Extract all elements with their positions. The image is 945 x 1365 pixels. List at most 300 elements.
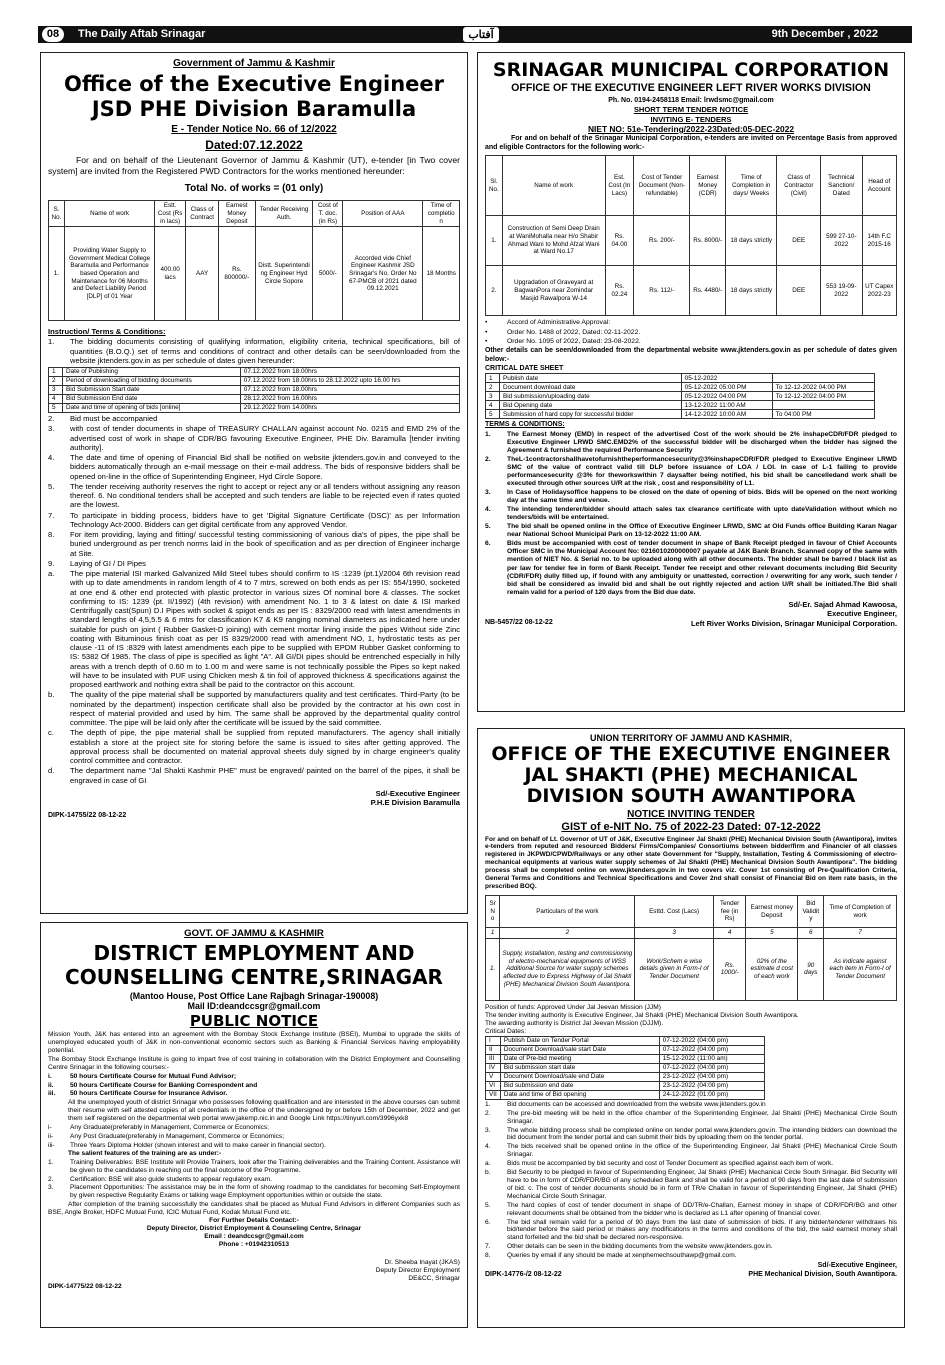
signature-line-1: Sd/-Executive Engineer, xyxy=(817,1262,897,1270)
table-cell: Rs. 8000/- xyxy=(690,216,726,266)
table-cell: Bid submission/uploading date xyxy=(500,392,682,401)
signature-line-1: Sd/-Executive Engineer xyxy=(375,788,460,798)
table-cell: 28.12.2022 from 16.00hrs xyxy=(240,395,459,404)
column-header: Class of Contractor (Civil) xyxy=(777,156,821,216)
item-number: 1. xyxy=(485,431,491,439)
ad-reference: DIPK-14776-/2 08-12-22 xyxy=(485,1270,562,1278)
list-item xyxy=(48,424,460,452)
table-header xyxy=(49,201,460,227)
item-text: Any Graduate(preferably in Management, Commerce or Economics; xyxy=(70,1124,269,1132)
list-item xyxy=(485,1219,897,1243)
item-text: The bids received shall be opened online in the office of the Superintending Engineer, Jal Shakti (PHE) Mechanical Circle South Srinagar. xyxy=(507,1143,897,1159)
signature-line-3: Left River Works Division, Srinagar Municipal Corporation. xyxy=(690,618,897,628)
table-cell: 23-12-2022 (04:00 pm) xyxy=(659,1072,764,1081)
works-table xyxy=(48,200,460,321)
item-text: Placement Opportunities: The assistance may be in the form of showing roadmap to the candidates for becoming Self-Employment by given respective Regularity Exams or talking wage Employment opportunities within or outside the state. xyxy=(70,1184,460,1200)
table-cell: Rs. 112/- xyxy=(634,266,690,316)
item-number: 3. xyxy=(48,1184,54,1192)
list-item xyxy=(48,559,460,568)
item-number: b. xyxy=(485,1169,491,1177)
table-header xyxy=(486,156,897,216)
table-row xyxy=(486,1054,765,1063)
ad-title-1: Office of the Executive Engineer xyxy=(63,72,445,97)
list-item xyxy=(485,1202,897,1218)
item-text: The whole bidding process shall be completed online on tender portal www.jktenders.gov.in. The intending bidders can download the bid document from the tender portal and can submit their bids by uploading them on the tender portal. xyxy=(507,1126,897,1142)
list-item xyxy=(48,1176,460,1184)
item-text: In Case of Holidaysoffice happens to be closed on the date of opening of bids. Bids will be opened on the next working day at the same time and venue. xyxy=(507,489,897,505)
column-header: Time of completio n xyxy=(423,201,460,227)
list-item xyxy=(48,414,460,423)
signature-line-2: Executive Engineer, xyxy=(827,608,897,618)
list-item xyxy=(485,489,897,505)
table-cell: 05-12-2022 04:00 PM xyxy=(681,392,772,401)
table-cell: Rs. 4480/- xyxy=(690,266,726,316)
table-cell: 05-12-2022 05:00 PM xyxy=(681,383,772,392)
table-row xyxy=(49,395,460,404)
table-cell: To 12-12-2022 04:00 PM xyxy=(772,392,874,401)
ad-reference: NB-5457/22 08-12-22 xyxy=(485,618,553,626)
table-cell: 5000/- xyxy=(313,227,343,321)
signature-block: Dr. Sheeba Inayat (JKAS) Deputy Director Employment DE&CC, Srinagar xyxy=(375,1258,460,1282)
table-cell: Period of downloading of bidding documents xyxy=(63,377,241,386)
item-number: 7. xyxy=(48,510,55,520)
signature-line-2: PHE Mechanical Division, South Awantipora. xyxy=(748,1270,897,1278)
notice-inviting-tender: NOTICE INVITING TENDER xyxy=(627,808,755,820)
table-cell: Date of Publishing xyxy=(63,368,241,377)
table-row xyxy=(49,227,460,321)
column-header: Sl. No. xyxy=(486,156,503,216)
table-cell: 5 xyxy=(746,928,798,939)
list-item xyxy=(485,1252,897,1260)
signature-line-1: Sd/-Er. Sajad Ahmad Kawoosa, xyxy=(788,599,897,609)
table-cell: 1 xyxy=(49,368,63,377)
item-number: 4. xyxy=(48,453,55,463)
item-text: The tender receiving authority reserves the right to accept or reject any or all tenders without assigning any reason thereof. 6. No conditional tenders shall be accepted and such tenders are liable to be rejected even if rates quoted are the lowest. xyxy=(70,481,460,510)
table-row xyxy=(486,1063,765,1072)
table-cell: VII xyxy=(486,1090,501,1099)
table-cell: Providing Water Supply to Government Medical College Baramulla and Performance based Operation and Maintenance for 06 Months and Defect Liability Period [DLP] of 01 Year xyxy=(65,227,155,321)
table-cell: 18 Months xyxy=(423,227,460,321)
list-item xyxy=(485,1169,897,1201)
ad-reference: DIPK-14755/22 08-12-22 xyxy=(48,812,127,820)
table-cell: To 12-12-2022 04:00 PM xyxy=(772,383,874,392)
item-number: 3. xyxy=(48,424,55,434)
column-header: Class of Contract xyxy=(186,201,219,227)
ad-baramulla xyxy=(40,52,468,914)
item-number: 1. xyxy=(48,1158,54,1166)
table-cell: Bid submission start date xyxy=(500,1063,659,1072)
ad-title-2: JAL SHAKTI (PHE) MECHANICAL xyxy=(524,763,858,786)
item-number: 7. xyxy=(485,1243,491,1251)
ad-title-1: OFFICE OF THE EXECUTIVE ENGINEER xyxy=(491,742,891,765)
column-header: Earnest money Deposit xyxy=(746,896,798,928)
table-cell: Document Download/sale end Date xyxy=(500,1072,659,1081)
item-number: 5. xyxy=(48,481,55,491)
table-row xyxy=(49,386,460,395)
list-item xyxy=(48,453,460,481)
item-text: For item providing, laying and fitting/ successful testing commissioning of various dia's of pipes, the pipe shall be buried underground as per trench norms laid in the book of specification and as per direction of Engineer incharge at Site. xyxy=(70,530,460,558)
list-item xyxy=(485,540,897,596)
table-cell: I xyxy=(486,1036,501,1045)
item-text: To participate in bidding process, bidders have to get 'Digital Signature Certificate (DSC)' as per Information Technology Act-2000. Bidders can get digital certificate from any approved Vendor. xyxy=(70,510,460,529)
table-cell: Publish date xyxy=(500,374,682,383)
column-header: Cost of T. doc. (in Rs) xyxy=(313,201,343,227)
item-text: TheL-1contractorshallhavetofurnishtheperformancesecurity@3%inshapeCDR/FDR pledged to Executive Engineer LRWD SMC of the value of contract valid till DLP before issuance of LOA / LOI. In case of L-1 failing to provide performancesecurity @3% for theworkswithin 7 daysafter being notified, his bid shall be cancelledand work shall be executed through other sources U/R at the risk , cost and responsibility of L1. xyxy=(507,456,897,488)
dates-table xyxy=(485,1036,765,1100)
column-header: S. No. xyxy=(49,201,65,227)
item-number: a. xyxy=(485,1160,491,1168)
item-text: The bid shall remain valid for a period of 90 days from the last date of submission of bids. If any bidder/tenderer withdraws his bid/tender before the said period or makes any modifications in the terms and conditions of the bid, the said earnest money shall stand forfeited and the bid shall be declared non-responsive. xyxy=(507,1218,897,1242)
table-row xyxy=(49,404,460,413)
table-cell: 1. xyxy=(486,938,500,1000)
terms-list xyxy=(48,414,460,785)
ad-awantipora xyxy=(477,728,905,1328)
item-text: The pipe material ISI marked Galvanized Mild Steel tubes should confirm to IS :1239 (pt.1)/2004 6th revision read with up to date amendments in random length of 4 to 7 mtrs, screwed on both ends as per IS: 554/1990, socketed at one end & other end protected with plastic protector in various sizes Of nominal bore & classes. The socket confirming to IS: 1239 (pt. II/1992) (4th revision) with amendment No. 1 to 3 & latest on date & ISI marked Centrifugally cast(Spun) D.I Pipes with socket & spigot ends as per IS : 8329/2000 read with latest amendments in standard lengths of 4,5,5.5 & 6 mtrs for classification K7 & K9 ranging nominal diameters as indicated here under suitable for push on joint ( Rubber Gasket-D joining) with cement mortar lining inside the pipes Without side Zinc coating with Bituminous finish coat as per IS 8329/2000 read with amendment NO, 1, hydrostatic tests as per clause -11 of IS :8329 with latest amendments each pipe to be supplied with EPDM Rubber Gasket conforming to IS: 5382 Of 1985. The class of pipe is specified as light "A". All GI/DI pipes should be entrenched especially in hilly areas with a trench depth of 0.60 m to 1.00 m and were same is not technically possible the Pipes so kept naked will have to be insulated with PUF using Chicken mesh & tin foil of approved thickness & specifications against the proposed earthwork and nothing extra shall be paid to the contractor on this account. xyxy=(70,569,460,690)
table-cell: 15-12-2022 (11:00 am) xyxy=(659,1054,764,1063)
list-item xyxy=(48,1184,460,1200)
list-item xyxy=(485,456,897,488)
table-row xyxy=(486,392,875,401)
list-item xyxy=(48,766,460,785)
table-cell: 07.12.2022 from 18.00hrs xyxy=(240,368,459,377)
item-text: 50 hours Certificate Course for Banking Correspondent and xyxy=(70,1081,258,1089)
item-text: 50 hours Certificate Course for Insurance Advisor. xyxy=(70,1090,228,1098)
ad-title: SRINAGAR MUNICIPAL CORPORATION xyxy=(492,59,890,81)
table-cell xyxy=(772,374,874,383)
table-row xyxy=(49,377,460,386)
table-cell: Publish Date on Tender Portal xyxy=(500,1036,659,1045)
signature-line-2: P.H.E Division Baramulla xyxy=(370,798,460,808)
item-number: a. xyxy=(48,569,55,579)
table-cell: 24-12-2022 (01:00 pm) xyxy=(659,1090,764,1099)
table-cell: Bid submission end date xyxy=(500,1081,659,1090)
table-cell: 18 days strictly xyxy=(725,216,776,266)
table-cell: 599 27-10-2022 xyxy=(821,216,862,266)
item-text: The department name "Jal Shakti Kashmir PHE" must be engraved/ painted on the barrel of the pipes, it shall be engraved in case of GI xyxy=(70,766,460,785)
intro-para: For and on behalf of Lt. Governor of UT of J&K, Executive Engineer Jal Shakti (PHE) Mechanical Division South (Awantipora), invites e-tenders from reputed and resourced Bidders/ Firms/Companies/ Consortiums between bidder/firm and Financier of all classes registered in JKPWD/CPWD/Railways or any other state Government for "Supply, Installation, Testing & Commissioning of electro-mechanical equipments at various water supply schemes of Jal Shakti (PHE) Mechanical Division South Awantipora". The bidding process shall be completed online on www.jktenders.gov.in in two covers viz. Cover 1st consisting of Pre-Qualification Criteria, General Terms and Conditions and Technical Specifications and Cover 2nd shall consist of Financial Bid on item rate basis, in the prescribed BOQ. xyxy=(485,835,897,891)
table-header xyxy=(486,896,897,928)
item-number: 3. xyxy=(485,489,491,497)
list-item xyxy=(48,530,460,558)
list-item xyxy=(48,482,460,510)
column-header: Tender fee (in Rs) xyxy=(713,896,745,928)
table-row xyxy=(486,410,875,419)
item-number: c. xyxy=(48,728,54,738)
column-header: Est. Cost (In Lacs) xyxy=(605,156,634,216)
table-cell: DEE xyxy=(777,216,821,266)
ad-gov-line: GOVT. OF JAMMU & KASHMIR xyxy=(184,928,324,939)
list-item xyxy=(485,1127,897,1143)
list-item xyxy=(48,1090,460,1098)
table-cell: Distt. Superintendi ng Engineer Hyd Circle Sopore xyxy=(255,227,313,321)
item-number: 3. xyxy=(485,1126,491,1134)
list-item xyxy=(48,1073,460,1081)
table-cell: 1. xyxy=(49,227,65,321)
ad-reference: DIPK-14775/22 08-12-22 xyxy=(48,1282,122,1290)
table-cell: Submission of hard copy for successful bidder xyxy=(500,410,682,419)
table-cell: II xyxy=(486,1045,501,1054)
item-number: 9. xyxy=(48,558,55,568)
table-cell: Rs. 04.00 xyxy=(605,216,634,266)
ad-title-2: COUNSELLING CENTRE,SRINAGAR xyxy=(65,964,443,989)
item-text: Other details can be seen in the bidding documents from the website www.jktenders.gov.in. xyxy=(507,1243,773,1251)
column-header: Estt. Cost (Rs in lacs) xyxy=(155,201,186,227)
item-number: 4. xyxy=(485,1143,491,1151)
item-text: The Earnest Money (EMD) in respect of the advertised Cost of the work should be 2% inshapeCDR/FDR pledged to Executive Engineer LRWD SMC.EMD2% of the successful bidder will be discharged when the bidder has signed the Agreement & furnished the required Performance Security xyxy=(507,431,897,455)
item-number: 1. xyxy=(485,1100,491,1108)
table-cell: To 04:00 PM xyxy=(772,410,874,419)
list-item xyxy=(485,1243,897,1251)
item-text: Bid must be accompanied xyxy=(70,414,158,424)
table-row xyxy=(49,368,460,377)
table-row xyxy=(486,1072,765,1081)
item-number: 2. xyxy=(48,1175,54,1183)
item-text: Bids must be accompanied with cost of tender document in shape of Bank Receipt pledged in favour of Chief Accounts Officer SMC in the Municipal Account No: 0216010200000007 payable at J&K Bank Branch. Scanned copy of the same with mention of NIET No. & Serial no. to be uploaded along with all other documents. The bidder shall be barred / black list as per law for tender fee in form of Bank Receipt. Tender fee receipt and other relevant documents including Bid Security (CDR/FDR) dully filled up, if found with any ambiguity or unattested, correction / overwriting for any work, such tender / bid shall be considered as invalid bid and shall be out rightly rejected and action U/R shall be initiated.The Bid shall remain valid for a period of 120 days from the Bid due date. xyxy=(507,540,897,596)
niet-number: NIET NO: 51e-Tendering/2022-23Dated:05-DEC-2022 xyxy=(587,123,795,134)
ad-smc xyxy=(477,52,905,712)
table-cell: As indicate against each item in Form-I of Tender Document xyxy=(824,938,897,1000)
table-cell: DEE xyxy=(777,266,821,316)
table-cell: Bid Submission End date xyxy=(63,395,241,404)
column-header: Earnest Money (CDR) xyxy=(690,156,726,216)
table-cell: Rs. 1000/- xyxy=(713,938,745,1000)
item-text: Training Deliverables: BSE Institute will Provide Trainers, look after the Training deliverables and the Training Content. Assistance will be given to the candidates in reaching out the final outcome of the Programme. xyxy=(70,1158,460,1174)
newspaper-name: The Daily Aftab Srinagar xyxy=(78,28,206,40)
table-cell: 05-12-2022 xyxy=(681,374,772,383)
table-cell: Document Download/sale start Date xyxy=(500,1045,659,1054)
table-cell: Rs. 02.24 xyxy=(605,266,634,316)
table-cell: 02% of the estimate d cost of each work xyxy=(746,938,798,1000)
issue-date: 9th December , 2022 xyxy=(771,28,878,40)
item-number: iii. xyxy=(48,1090,56,1098)
list-item xyxy=(485,431,897,455)
table-row xyxy=(486,1090,765,1099)
item-number: b. xyxy=(48,690,55,700)
item-number: 5. xyxy=(485,523,491,531)
list-item xyxy=(485,1110,897,1126)
tender-notice-no: E - Tender Notice No. 66 of 12/2022 xyxy=(171,124,337,136)
table-cell: 4 xyxy=(49,395,63,404)
list-item xyxy=(485,1160,897,1168)
item-number: ii- xyxy=(48,1133,54,1141)
table-cell: 5 xyxy=(49,404,63,413)
table-row xyxy=(486,1081,765,1090)
item-text: Certification: BSE will also guide students to appear regulatory exam. xyxy=(70,1175,272,1183)
table-cell: Date and time of Bid opening xyxy=(500,1090,659,1099)
table-cell: Bid Submission Start date xyxy=(63,386,241,395)
table-cell: 90 days xyxy=(798,938,824,1000)
column-header: Bid Validit y xyxy=(798,896,824,928)
ad-deccs xyxy=(40,922,468,1328)
table-row xyxy=(486,383,875,392)
table-cell: 2. xyxy=(486,266,503,316)
terms-list xyxy=(485,1101,897,1260)
table-cell: 23-12-2022 (04:00 pm) xyxy=(659,1081,764,1090)
smc-footer xyxy=(485,619,897,628)
item-text: Bid Security to be pledged in favour of Superintending Engineer, Jal Shakti (PHE) Mechanical Circle South Srinagar. Bid Security will have to be in form of CDR/FDR/BG of any scheduled Bank and shall be valid for a period of 90 days from the last date of submission of bid. c. The cost of tender documents should be in form of TR/e Challan in favour of Superintending Engineer, Jal Shakti (PHE) Mechanical Circle South Srinagar. xyxy=(507,1169,897,1200)
column-header: Tender Receiving Auth. xyxy=(255,201,313,227)
table-cell: V xyxy=(486,1072,501,1081)
public-notice-title: PUBLIC NOTICE xyxy=(189,1012,319,1031)
total-works: Total No. of works = (01 only) xyxy=(184,183,324,194)
approval-notes: • Accord of Administrative Approval: • Order No. 1488 of 2022, Dated: 02-11-2022. • Order No. 1095 of 2022, Dated: 23-08-2022. xyxy=(485,319,641,345)
item-text: Bids must be accompanied by bid security and cost of Tender Document as specified against each item of work. xyxy=(507,1160,834,1168)
item-text: The hard copies of cost of tender document in shape of DD/TR/e-Challan, Earnest money in shape of CDR/FDR/BG and other relevant documents shall be obtained from the bidder who is declared as L1 after opening of financial cover. xyxy=(507,1201,897,1217)
table-row xyxy=(486,1045,765,1054)
item-number: i- xyxy=(48,1124,52,1132)
table-cell: IV xyxy=(486,1063,501,1072)
table-number-row xyxy=(486,928,897,939)
table-cell: 4 xyxy=(713,928,745,939)
table-cell: 07-12-2022 (04:00 pm) xyxy=(659,1063,764,1072)
item-text: The quality of the pipe material shall be supported by manufacturers quality and test certificates. Third-Party (to be nominated by the department) inspection certificate shall also be provided by the contractor at his own cost in respect of material provided and used by him. The same shall be approved by the departmental quality control committee. The pipe will be laid only after the certificate will be issued by the said committee. xyxy=(70,690,460,728)
column-header: Time of Completion in days/ Weeks xyxy=(725,156,776,216)
item-text: The date and time of opening of Financial Bid shall be notified on website jktenders.gov.in and conveyed to the bidders automatically through an e-mail message on their e-mail address. The bids of responsive bidders shall be opened on-line in the office of Superintending Engineer, Hyd Circle Sopore. xyxy=(70,453,460,481)
table-row xyxy=(486,401,875,410)
table-row xyxy=(486,266,897,316)
item-number: 4. xyxy=(485,506,491,514)
list-item xyxy=(48,1082,460,1090)
column-header: Sr N o xyxy=(486,896,500,928)
table-cell: 2 xyxy=(486,383,500,392)
column-header: Particulars of the work xyxy=(500,896,635,928)
table-cell: 07-12-2022 (04:00 pm) xyxy=(659,1045,764,1054)
table-cell: 14th F.C 2015-16 xyxy=(862,216,896,266)
other-details: Other details can be seen/downloaded from the departmental website www.jktenders.gov.in as per schedule of dates given below:- xyxy=(485,347,897,363)
item-number: 8. xyxy=(485,1252,491,1260)
item-number: iii- xyxy=(48,1141,55,1149)
table-cell: 400.00 lacs xyxy=(155,227,186,321)
item-text: The pre-bid meeting will be held in the office chamber of the Superintending Engineer, Jal Shakti (PHE) Mechanical Circle South Srinagar. xyxy=(507,1109,897,1125)
critical-date-title: CRITICAL DATE SHEET xyxy=(485,364,564,372)
table-cell: Date and time of opening of bids [online] xyxy=(63,404,241,413)
terms-title: Instruction/ Terms & Conditions: xyxy=(48,327,166,337)
table-cell: 5 xyxy=(486,410,500,419)
table-cell: Construction of Semi Deep Drain at WaniMohalla near H/o Shabir Ahmad Wani to Mohd Afzal Wani at Ward No.17 xyxy=(502,216,605,266)
item-text: The depth of pipe, the pipe material shall be supplied from reputed manufacturers. The agency shall initially establish a store at the project site for storing before the same is issued to sites after getting approved. The approval process shall be documented on material approval sheets duly signed by in charge engineer's quality control committee and contractor. xyxy=(70,728,460,766)
terms-list xyxy=(485,431,897,597)
table-cell: III xyxy=(486,1054,501,1063)
table-row xyxy=(486,374,875,383)
column-header: Name of work xyxy=(502,156,605,216)
item-text: Any Post Graduate(preferably in Management, Commerce or Economics; xyxy=(70,1133,285,1141)
ad-title-3: DIVISION SOUTH AWANTIPORA xyxy=(526,784,856,807)
table-cell: 18 days strictly xyxy=(725,266,776,316)
column-header: Technical Sanction/ Dated xyxy=(821,156,862,216)
item-text: Queries by email if any should be made at xenphemechsouthawp@gmail.com. xyxy=(507,1252,737,1260)
item-text: 50 hours Certificate Course for Mutual Fund Advisor; xyxy=(70,1072,237,1080)
table-cell: 3 xyxy=(49,386,63,395)
item-text: The bid shall be opened online in the Office of Executive Engineer LRWD, SMC at Old Funds office Building Karan Nagar near National School Municipal Park on 13-12-2022 11:00 AM. xyxy=(507,523,897,539)
table-cell: Upgradation of Graveyard at BagwanPora near Zomindar Masjid Rawalpora W-14 xyxy=(502,266,605,316)
table-cell: 29.12.2022 from 14.00hrs xyxy=(240,404,459,413)
table-cell: 3 xyxy=(635,928,714,939)
list-item xyxy=(48,1133,460,1141)
table-cell: 6 xyxy=(798,928,824,939)
column-header: Cost of Tender Document (Non-refundable) xyxy=(634,156,690,216)
item-number: 2. xyxy=(485,1109,491,1117)
table-cell: 1 xyxy=(486,374,500,383)
contact-line: Ph. No. 0194-2458118 Email: lrwdsmc@gmail.com xyxy=(608,96,774,104)
table-cell: 07.12.2022 from 18.00hrs xyxy=(240,386,459,395)
masthead xyxy=(38,26,912,43)
list-item xyxy=(48,690,460,727)
table-row xyxy=(486,216,897,266)
column-header: Earnest Money Deposit xyxy=(219,201,256,227)
table-cell: Document download date xyxy=(500,383,682,392)
inviting-etenders: INVITING E- TENDERS xyxy=(650,114,732,124)
page-number: 08 xyxy=(42,27,64,42)
table-cell: Supply, installation, testing and commissioning of electro-mechanical equipments of WSS Additional Source for water supply schemes affected due to Express Highway of Jal Shakti (PHE) Mechanical Division South Awantipora. xyxy=(500,938,635,1000)
table-cell: 07.12.2022 from 18.00hrs to 28.12.2022 upto 16.00 hrs xyxy=(240,377,459,386)
item-number: 2. xyxy=(485,456,491,464)
notice-date: Dated:07.12.2022 xyxy=(205,138,303,153)
table-cell xyxy=(772,401,874,410)
list-item xyxy=(48,511,460,530)
list-item xyxy=(48,728,460,765)
short-term-notice: SHORT TERM TENDER NOTICE xyxy=(633,105,749,115)
item-number: 2. xyxy=(48,414,55,424)
works-table xyxy=(485,895,897,1001)
item-number: ii. xyxy=(48,1081,54,1089)
table-row xyxy=(486,1036,765,1045)
ad-ut-line: UNION TERRITORY OF JAMMU AND KASHMIR, xyxy=(589,733,792,743)
ad-title-2: JSD PHE Division Baramulla xyxy=(91,97,417,122)
table-cell: 2 xyxy=(49,377,63,386)
item-number: 8. xyxy=(48,530,55,540)
table-cell: 1. xyxy=(486,216,503,266)
table-row xyxy=(486,938,897,1000)
list-item xyxy=(48,1159,460,1175)
table-cell: Rs. 200/- xyxy=(634,216,690,266)
list-item xyxy=(485,506,897,522)
ad-title-1: DISTRICT EMPLOYMENT AND xyxy=(93,940,415,965)
address: (Mantoo House, Post Office Lane Rajbagh Srinagar-190008) xyxy=(129,990,379,1001)
table-cell: Date of Pre-bid meeting xyxy=(500,1054,659,1063)
item-number: i. xyxy=(48,1072,52,1080)
list-item xyxy=(48,1124,460,1132)
table-cell: AAY xyxy=(186,227,219,321)
item-number: 5. xyxy=(485,1201,491,1209)
list-item xyxy=(485,523,897,539)
funds-info: Position of funds: Approved Under Jal Jeevan Mission (JJM) The tender inviting authority is Executive Engineer, Jal Shakti (PHE) Mechanical Division South Awantipora. The awarding authority is District Jal Jeevan Mission (DJJM). Critical Dates: xyxy=(485,1003,799,1035)
terms-title: TERMS & CONDITIONS: xyxy=(485,421,565,429)
table-cell: Work/Schem e wise details given in Form-I of Tender Document xyxy=(635,938,714,1000)
newspaper-logo: آفتاب xyxy=(463,27,499,42)
table-cell: 07-12-2022 (04:00 pm) xyxy=(659,1036,764,1045)
table-cell: VI xyxy=(486,1081,501,1090)
item-number: 6. xyxy=(485,540,491,548)
column-header: Head of Account xyxy=(862,156,896,216)
item-number: d. xyxy=(48,766,55,776)
table-cell: 3 xyxy=(486,392,500,401)
column-header: Time of Completion of work xyxy=(824,896,897,928)
ad-subtitle: OFFICE OF THE EXECUTIVE ENGINEER LEFT RIVER WORKS DIVISION xyxy=(511,82,871,94)
table-cell: 553 19-09-2022 xyxy=(821,266,862,316)
ad-gov-line: Government of Jammu & Kashmir xyxy=(173,58,335,69)
dates-table xyxy=(48,367,460,413)
column-header: Esttd. Cost (Lacs) xyxy=(635,896,714,928)
notice-body: Mission Youth, J&K has entered into an agreement with the Bombay Stock Exchange Institute (BSEI), Mumbai to upgrade the skills of unemployed educated youth of J&K in non-conventional economic sectors such as Banking & Financial Services having employability potential. The Bombay Stock Exchange Institute is going to impart free of cost training in collaboration with the District Employment and Counselling Centre Srinagar in the following courses:- i. 50 hours Certificate Course for Mutual Fund Advisor; ii. 50 hours Certificate Course for Banking Correspondent and iii. 50 hours Certificate Course for Insurance Advisor. All the unemployed youth of district Srinagar who possesses following qualification and are interested in the above courses can submit their resume with self attested copies of all credentials in the office of the undersigned by or before 15th of December, 2022 and get them self registered on the departmental web portal www.jakemp.nic.in and Google Link https://tinyurl.com/3996yxk8 i- Any Graduate(preferably in Management, Commerce or Economics; ii- Any Post Graduate(preferably in Management, Commerce or Economics; iii- Three Years Diploma Holder (shown interest and will to make career in financial sector). The salient features of the training are as under:- 1. Training Deliverables: BSE Institute will Provide Trainers, look after the Training deliverables and the Training Content. Assistance will be given to the candidates in reaching out the final outcome of the Programme. 2. Certification: BSE will also guide students to appear regulatory exam. 3. Placement Opportunities: The assistance may be in the form of showing roadmap to the candidates for becoming Self-Employment by given respective Regularity Exams or talking wage Employment opportunities within or outside the state. After completion of the training successfully the candidates shall be placed as Mutual Fund Advisors in different Companies such as BSE, Angle Broker, HDFC Mutual Fund, ICIC Mutual Fund, Kodak Mutual Fund etc. For Further Details Contact:- Deputy Director, District Employment & Counseling Centre, Srinagar Email : deandccsgr@gmail.com Phone : +01942310513 xyxy=(48,1031,460,1248)
list-item xyxy=(48,569,460,689)
works-table xyxy=(485,155,897,316)
table-cell: 14-12-2022 10:00 AM xyxy=(681,410,772,419)
table-cell: 13-12-2022 11:00 AM xyxy=(681,401,772,410)
intro-para: For and on behalf of the Lieutenant Governor of Jammu & Kashmir (UT), e-tender [in Two cover system] are invited from the Registered PWD Contractors for the works mentioned hereunder: xyxy=(48,155,460,176)
item-text: Laying of GI / DI Pipes xyxy=(70,558,146,568)
column-header: Position of AAA xyxy=(343,201,423,227)
awantipora-footer xyxy=(485,1271,897,1280)
